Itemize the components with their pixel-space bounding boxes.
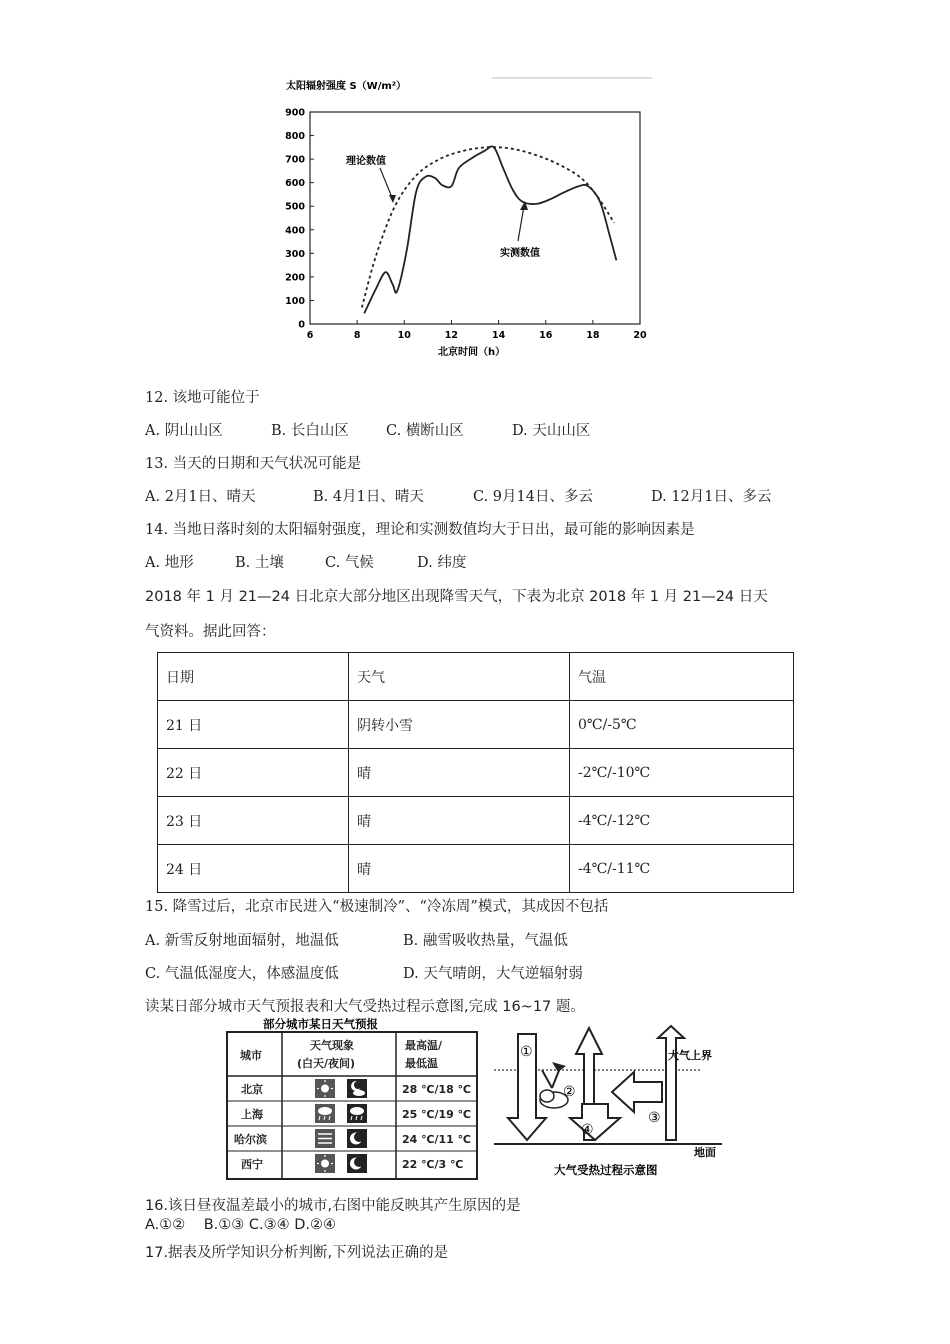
intro-snow-2: 气资料。据此回答：	[145, 624, 276, 640]
rain-icon	[347, 1104, 367, 1123]
q14-options	[145, 551, 466, 572]
plot-frame	[310, 112, 640, 324]
y-tick-label: 100	[285, 295, 305, 307]
x-tick-label: 10	[397, 330, 411, 341]
option[interactable]: A. 新雪反射地面辐射，地温低	[145, 933, 339, 949]
y-tick-label: 0	[298, 319, 305, 331]
q12-options	[145, 419, 590, 440]
header-max: 最高温/	[405, 1039, 443, 1052]
temp-range: 22 ℃/3 ℃	[402, 1158, 464, 1171]
forecast-table	[225, 1016, 481, 1182]
sun-icon	[315, 1154, 335, 1173]
q12-stem: 12. 该地可能位于	[145, 390, 260, 406]
diagram-title: 大气受热过程示意图	[554, 1163, 658, 1177]
sun-icon	[315, 1079, 335, 1098]
cell-temp: -2℃/-10℃	[570, 749, 794, 797]
arrow-2	[542, 1070, 552, 1088]
x-tick-label: 12	[444, 330, 459, 341]
moon-icon	[347, 1129, 367, 1148]
x-tick-label: 16	[539, 330, 553, 341]
y-tick-label: 800	[285, 131, 305, 143]
rain-icon	[315, 1104, 335, 1123]
q14-stem: 14. 当地日落时刻的太阳辐射强度，理论和实测数值均大于日出，最可能的影响因素是	[145, 522, 695, 538]
y-tick-label: 500	[285, 201, 305, 213]
option[interactable]: C. 气候	[325, 555, 374, 571]
q13-options	[145, 485, 772, 506]
x-tick-label: 8	[353, 330, 361, 341]
ground-label: 地面	[694, 1146, 716, 1159]
option[interactable]: A. 2月1日、晴天	[145, 489, 256, 505]
y-tick-label: 400	[285, 225, 305, 237]
arrow-1-label: ①	[520, 1044, 533, 1060]
atmosphere-heating-diagram	[492, 1022, 732, 1182]
cell-date: 24 日	[158, 845, 349, 893]
option[interactable]: B. 4月1日、晴天	[313, 489, 424, 505]
x-tick-label: 6	[306, 330, 314, 341]
forecast-title: 部分城市某日天气预报	[263, 1017, 378, 1031]
header-weather: 天气	[349, 653, 570, 701]
theory-label: 理论数值	[346, 156, 386, 167]
option[interactable]: C. 横断山区	[386, 423, 464, 439]
cell-temp: 0℃/-5℃	[570, 701, 794, 749]
temp-range: 28 ℃/18 ℃	[402, 1083, 471, 1096]
x-tick-label: 20	[633, 330, 647, 341]
table-row	[158, 845, 794, 893]
option[interactable]: D. 纬度	[417, 555, 467, 571]
cell-date: 21 日	[158, 701, 349, 749]
x-tick-label: 14	[491, 330, 506, 341]
option[interactable]: B. 土壤	[235, 555, 284, 571]
header-phenomenon: 天气现象	[310, 1039, 354, 1052]
y-tick-label: 600	[285, 178, 305, 190]
atmosphere-top-label: 大气上界	[668, 1049, 712, 1062]
counter-radiation-arrow	[612, 1072, 662, 1112]
fog-icon	[315, 1129, 335, 1148]
temp-range: 24 ℃/11 ℃	[402, 1133, 471, 1146]
q15-options	[145, 929, 568, 950]
option[interactable]: B. 融雪吸收热量，气温低	[403, 933, 568, 949]
header-temp: 气温	[570, 653, 794, 701]
measured-label: 实测数值	[500, 248, 540, 259]
y-tick-label: 200	[285, 272, 305, 284]
q13-stem: 13. 当天的日期和天气状况可能是	[145, 456, 362, 472]
q16-options[interactable]: A.①② B.①③ C.③④ D.②④	[145, 1217, 336, 1233]
q17-stem: 17.据表及所学知识分析判断,下列说法正确的是	[145, 1245, 449, 1261]
cloudy-moon-icon	[347, 1079, 367, 1098]
table-row	[158, 701, 794, 749]
option[interactable]: C. 9月14日、多云	[473, 489, 593, 505]
option[interactable]: D. 天山山区	[512, 423, 591, 439]
option[interactable]: B. 长白山区	[271, 423, 349, 439]
arrow-4	[570, 1104, 620, 1140]
header-city: 城市	[240, 1049, 262, 1062]
cell-date: 23 日	[158, 797, 349, 845]
option[interactable]: D. 12月1日、多云	[651, 489, 772, 505]
option[interactable]: A. 地形	[145, 555, 194, 571]
solar-radiation-chart	[280, 75, 660, 365]
option[interactable]: C. 气温低湿度大，体感温度低	[145, 966, 339, 982]
header-date: 日期	[158, 653, 349, 701]
cell-weather: 晴	[349, 845, 570, 893]
city-name: 哈尔滨	[234, 1133, 267, 1146]
q15-stem: 15. 降雪过后，北京市民进入“极速制冷”、“冷冻周”模式，其成因不包括	[145, 899, 609, 915]
option[interactable]: A. 阴山山区	[145, 423, 223, 439]
cell-weather: 阴转小雪	[349, 701, 570, 749]
x-ticks	[307, 320, 647, 341]
cell-date: 22 日	[158, 749, 349, 797]
cell-weather: 晴	[349, 749, 570, 797]
cell-temp: -4℃/-12℃	[570, 797, 794, 845]
city-name: 北京	[241, 1083, 263, 1096]
theory-arrowhead	[389, 195, 396, 203]
table-row	[158, 797, 794, 845]
moon-icon	[347, 1154, 367, 1173]
intro-forecast: 读某日部分城市天气预报表和大气受热过程示意图,完成 16~17 题。	[145, 999, 585, 1015]
header-min: 最低温	[405, 1057, 438, 1070]
table-header-row	[158, 653, 794, 701]
chart-ylabel: 太阳辐射强度 S（W/m²）	[286, 81, 407, 92]
cell-temp: -4℃/-11℃	[570, 845, 794, 893]
intro-snow: 2018 年 1 月 21—24 日北京大部分地区出现降雪天气，下表为北京 2018 年 1 月 21—24 日天	[145, 589, 768, 605]
city-name: 西宁	[241, 1158, 263, 1171]
x-tick-label: 18	[586, 330, 600, 341]
arrow-4-label: ④	[581, 1122, 594, 1138]
chart-xlabel: 北京时间（h）	[438, 347, 506, 358]
arrow-3-label: ③	[648, 1110, 661, 1126]
y-tick-label: 300	[285, 248, 305, 260]
table-row	[158, 749, 794, 797]
q16-stem: 16.该日昼夜温差最小的城市,右图中能反映其产生原因的是	[145, 1198, 521, 1214]
measured-series-line	[364, 146, 616, 313]
city-name: 上海	[241, 1108, 263, 1121]
option[interactable]: D. 天气晴朗，大气逆辐射弱	[403, 966, 583, 982]
measured-pointer	[518, 206, 524, 241]
y-tick-label: 900	[285, 107, 305, 119]
arrow-2-label: ②	[563, 1084, 576, 1100]
header-day-night: (白天/夜间)	[297, 1057, 356, 1070]
weather-table	[157, 652, 794, 893]
y-tick-label: 700	[285, 154, 305, 166]
q15-options-2	[145, 962, 583, 983]
temp-range: 25 ℃/19 ℃	[402, 1108, 471, 1121]
cell-weather: 晴	[349, 797, 570, 845]
